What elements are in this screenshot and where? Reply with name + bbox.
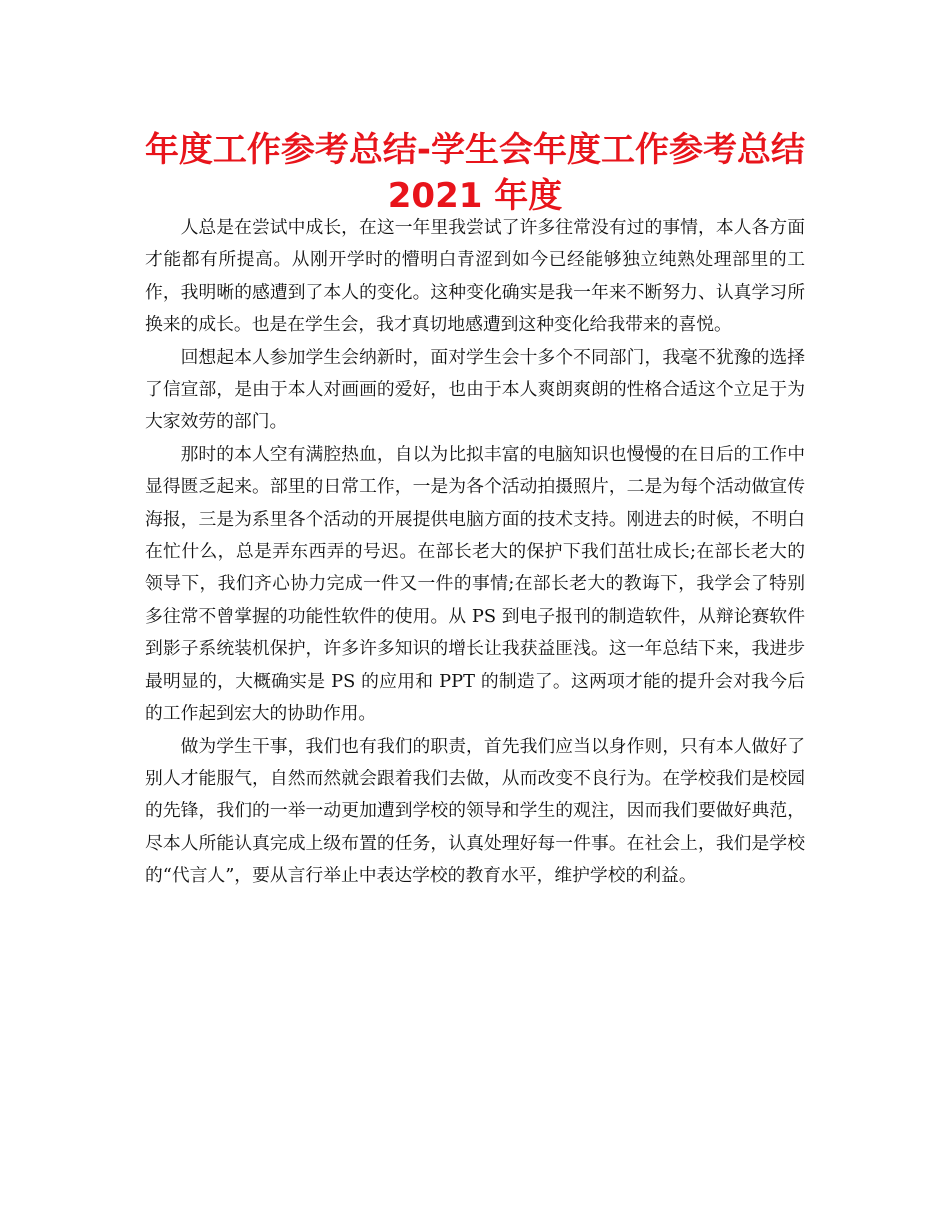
paragraph: 回想起本人参加学生会纳新时，面对学生会十多个不同部门，我毫不犹豫的选择了信宣部，是由于本人对画画的爱好，也由于本人爽朗爽朗的性格合适这个立足于为大家效劳的部门。 bbox=[145, 346, 805, 433]
paragraph: 那时的本人空有满腔热血，自以为比拟丰富的电脑知识也慢慢的在日后的工作中显得匮乏起来。部里的日常工作，一是为各个活动拍摄照片，二是为每个活动做宣传海报，三是为系里各个活动的开展提供电脑方面的技术支持。刚进去的时候，不明白在忙什么，总是弄东西弄的号迟。在部长老大的保护下我们茁壮成长;在部长老大的领导下，我们齐心协力完成一件又一件的事情;在部长老大的教诲下，我学会了特别多往常不曾掌握的功能性软件的使用。从 PS 到电子报刊的制造软件，从辩论赛软件到影子系统装机保护，许多许多知识的增长让我获益匪浅。这一年总结下来，我进步最明显的，大概确实是 PS 的应用和 PPT 的制造了。这两项才能的提升会对我今后的工作起到宏大的协助作用。 bbox=[145, 443, 805, 725]
document-title: 年度工作参考总结-学生会年度工作参考总结 bbox=[144, 130, 806, 170]
document-body bbox=[145, 212, 805, 893]
paragraph: 做为学生干事，我们也有我们的职责，首先我们应当以身作则，只有本人做好了别人才能服气，自然而然就会跟着我们去做，从而改变不良行为。在学校我们是校园的先锋，我们的一举一动更加遭到学校的领导和学生的观注，因而我们要做好典范，尽本人所能认真完成上级布置的任务，认真处理好每一件事。在社会上，我们是学校的“代言人”，要从言行举止中表达学校的教育水平，维护学校的利益。 bbox=[145, 735, 805, 887]
document-title-year: 2021 年度 bbox=[387, 176, 563, 216]
paragraph: 人总是在尝试中成长，在这一年里我尝试了许多往常没有过的事情，本人各方面才能都有所提高。从刚开学时的懵明白青涩到如今已经能够独立纯熟处理部里的工作，我明晰的感遭到了本人的变化。这种变化确实是我一年来不断努力、认真学习所换来的成长。也是在学生会，我才真切地感遭到这种变化给我带来的喜悦。 bbox=[145, 217, 805, 336]
